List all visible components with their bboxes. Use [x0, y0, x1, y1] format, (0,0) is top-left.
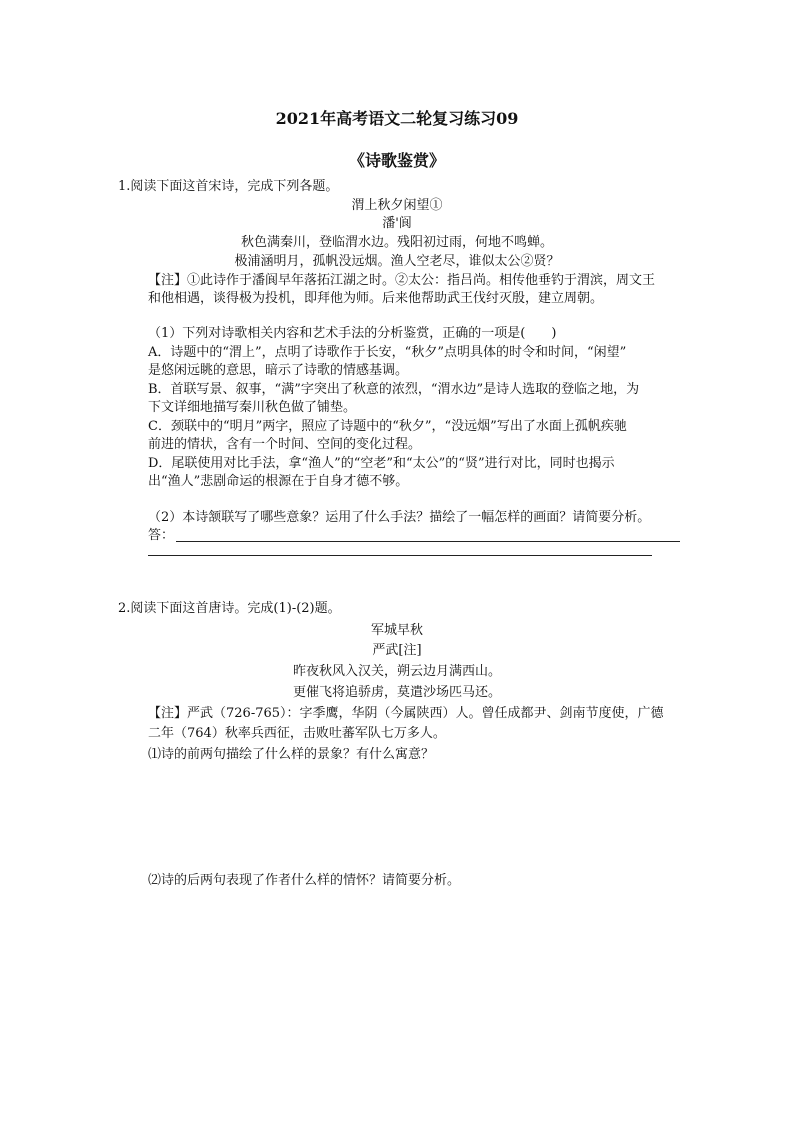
q1-option-c: C．颈联中的“明月”两字，照应了诗题中的“秋夕”，“没远烟”写出了水面上孤帆疾驰 — [148, 419, 627, 434]
q2-intro: 2.阅读下面这首唐诗。完成(1)-(2)题。 — [118, 601, 341, 616]
q2-note-line: 【注】严武（726-765）：字季鹰，华阴（今属陕西）人。曾任成都尹、剑南节度使，广德 — [148, 706, 664, 721]
q1-option-a: A．诗题中的“渭上”，点明了诗歌作于长安，“秋夕”点明具体的时令和时间，“闲望” — [148, 345, 627, 360]
q2-poem-line: 昨夜秋风入汉关，朔云边月满西山。 — [292, 664, 501, 679]
page-subtitle: 《诗歌鉴赏》 — [348, 151, 445, 170]
answer-line[interactable] — [148, 555, 652, 556]
q2-poem-author: 严武[注] — [372, 643, 422, 658]
q1-poem-line: 秋色满秦川，登临渭水边。残阳初过雨，何地不鸣蝉。 — [240, 235, 553, 250]
q1-option-d-cont: 出“渔人”悲剧命运的根源在于自身才德不够。 — [148, 474, 409, 489]
q1-option-b: B．首联写景、叙事，“满”字突出了秋意的浓烈，“渭水边”是诗人选取的登临之地，为 — [148, 382, 640, 397]
q2-sub2-prompt: ⑵诗的后两句表现了作者什么样的情怀？请简要分析。 — [148, 873, 461, 888]
q1-poem-title: 渭上秋夕闲望① — [351, 198, 443, 213]
q2-poem-title: 军城早秋 — [370, 623, 423, 638]
q1-option-a-cont: 是悠闲远眺的意思，暗示了诗歌的情感基调。 — [148, 363, 409, 378]
q1-option-c-cont: 前进的情状，含有一个时间、空间的变化过程。 — [148, 437, 422, 452]
answer-line[interactable] — [176, 541, 680, 542]
q1-sub1-prompt: （1）下列对诗歌相关内容和艺术手法的分析鉴赏，正确的一项是( ) — [148, 326, 557, 341]
q1-intro: 1.阅读下面这首宋诗，完成下列各题。 — [118, 179, 339, 194]
q1-option-d: D．尾联使用对比手法，拿“渔人”的“空老”和“太公”的“贤”进行对比，同时也揭示 — [148, 456, 615, 471]
q1-sub2-prompt: （2）本诗颔联写了哪些意象？运用了什么手法？描绘了一幅怎样的画面？请简要分析。 — [148, 510, 651, 525]
q1-option-b-cont: 下文详细地描写秦川秋色做了铺垫。 — [148, 400, 357, 415]
q2-sub1-prompt: ⑴诗的前两句描绘了什么样的景象？有什么寓意？ — [148, 747, 435, 762]
q1-note-line: 【注】①此诗作于潘阆早年落拓江湖之时。②太公：指吕尚。相传他垂钓于渭滨，周文王 — [148, 273, 656, 288]
q1-poem-author: 潘'阆 — [382, 216, 412, 231]
q2-poem-line: 更催飞将追骄虏，莫遣沙场匹马还。 — [292, 685, 501, 700]
page-title: 2021年高考语文二轮复习练习09 — [275, 109, 519, 128]
q2-note-line: 二年（764）秋率兵西征，击败吐蕃军队七万多人。 — [148, 726, 446, 741]
q1-answer-label: 答： — [148, 528, 175, 543]
q1-poem-line: 极浦涵明月，孤帆没远烟。渔人空老尽，谁似太公②贤？ — [234, 254, 560, 269]
q1-note-line: 和他相遇，谈得极为投机，即拜他为师。后来他帮助武王伐纣灭殷，建立周朝。 — [148, 291, 604, 306]
